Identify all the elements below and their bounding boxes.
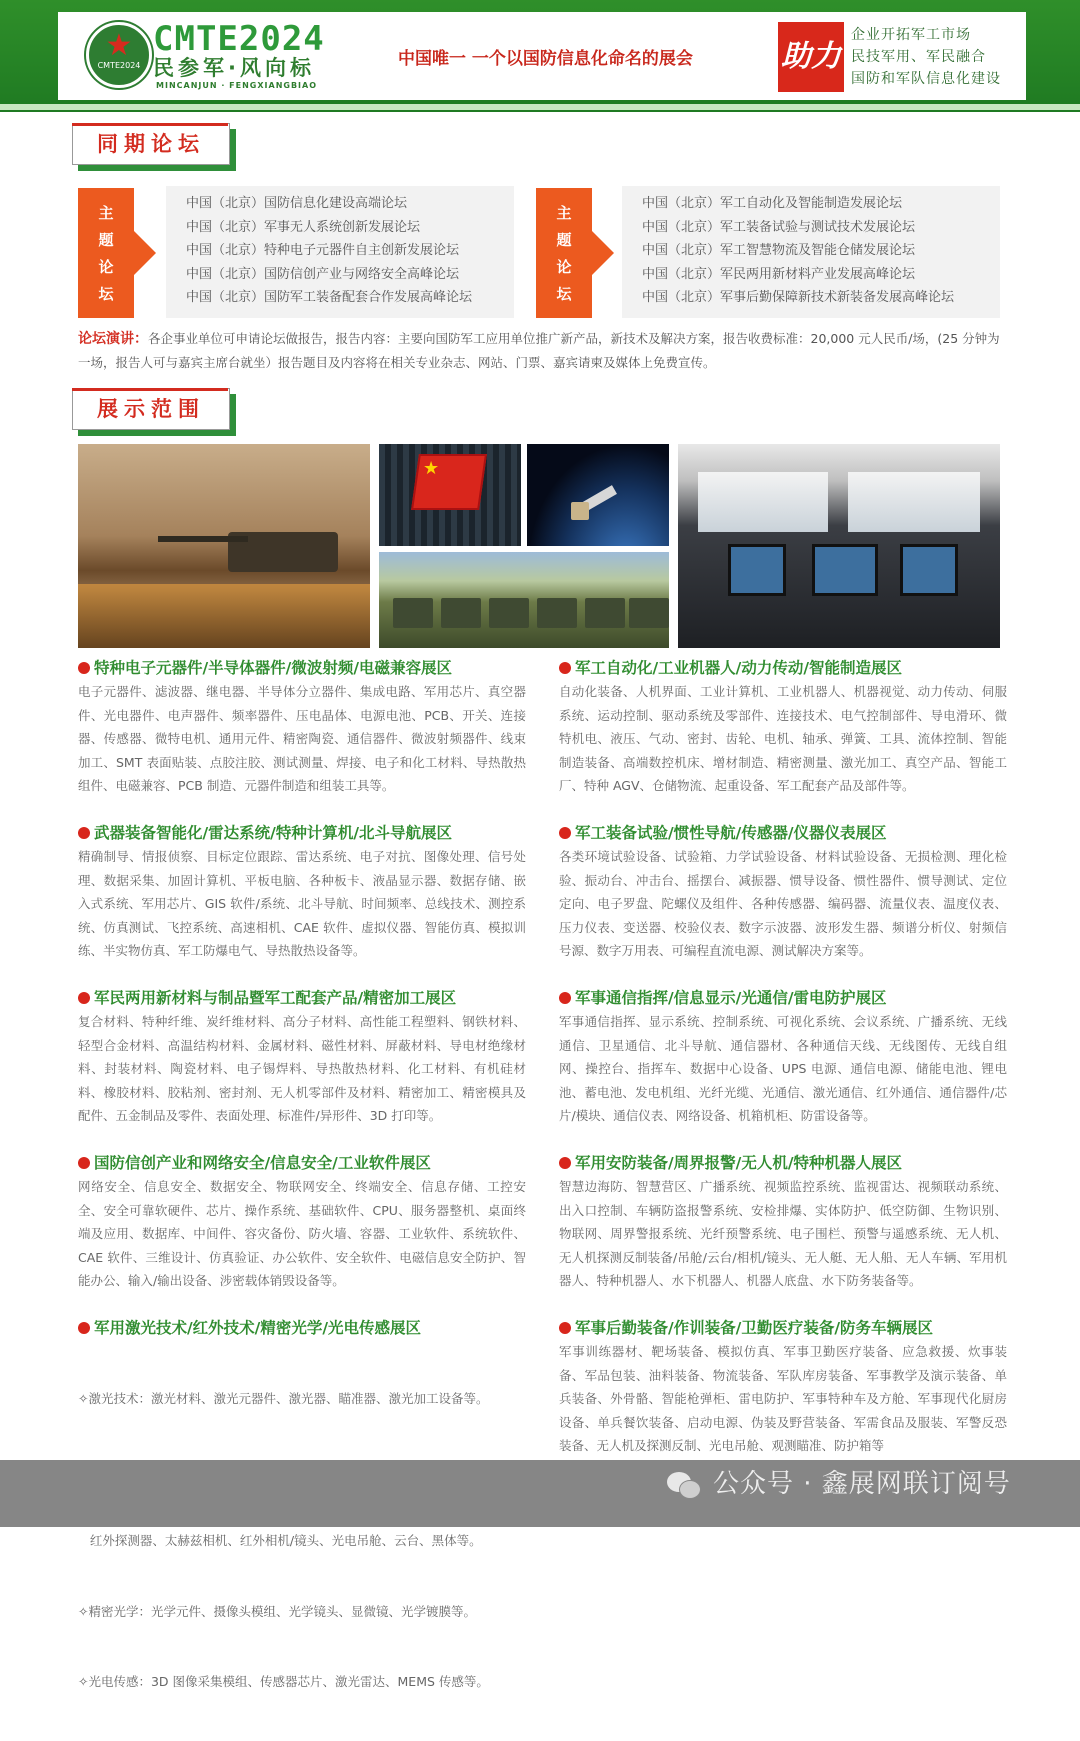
zone-body: 精确制导、情报侦察、目标定位跟踪、雷达系统、电子对抗、图像处理、信号处理、数据采集、加固计算机、平板电脑、各种板卡、液晶显示器、数据存储、嵌入式系统、军用芯片、GIS 软件/系统、北斗导航、时间频率、总线技术、测控系统、仿真测试、飞控系统、高速相机、CAE 软件、虚拟仪器、智能仿真、模拟训练、半实物仿真、军工防爆电气、导热散热设备等。 xyxy=(78,849,526,959)
zone-cybersecurity xyxy=(78,1151,526,1293)
zone-title xyxy=(559,1151,1007,1175)
tagline-line: 国防和军队信息化建设 xyxy=(851,71,1001,87)
tag-char: 题 xyxy=(556,231,572,249)
zone-body: 智慧边海防、智慧营区、广播系统、视频监控系统、监视雷达、视频联动系统、出入口控制、车辆防盗报警系统、安检排爆、实体防护、低空防御、生物识别、物联网、周界警报系统、光纤预警系统、电子围栏、预警与遥感系统、无人机、无人机探测反制装备/吊舱/云台/相机/镜头、无人艇、无人船、无人车辆、军用机器人、特种机器人、水下机器人、机器人底盘、水下防务装备等。 xyxy=(559,1179,1007,1289)
section-title-text: 同期论坛 xyxy=(97,132,205,156)
zone-title-text: 军事后勤装备/作训装备/卫勤医疗装备/防务车辆展区 xyxy=(575,1319,933,1337)
forum-speech-note xyxy=(78,327,1008,374)
zone-title-text: 国防信创产业和网络安全/信息安全/工业软件展区 xyxy=(94,1154,431,1172)
tag-char: 论 xyxy=(556,258,572,276)
zone-title-text: 军工自动化/工业机器人/动力传动/智能制造展区 xyxy=(575,659,902,677)
footer-account-name[interactable]: 公众号 · 鑫展网联订阅号 xyxy=(713,1469,1011,1499)
tag-char: 坛 xyxy=(98,285,114,303)
tag-char: 题 xyxy=(98,231,114,249)
tag-char: 主 xyxy=(556,204,572,222)
bullet-dot-icon xyxy=(559,1322,571,1334)
zone-title xyxy=(78,821,526,845)
star-icon: ★ xyxy=(105,28,133,63)
forum-item: 中国（北京）军事后勤保障新技术新装备发展高峰论坛 xyxy=(642,290,955,305)
arrow-right-icon xyxy=(134,231,156,275)
zone-title xyxy=(559,656,1007,680)
satellite-body-shape xyxy=(571,502,589,520)
zone-title-text: 军用激光技术/红外技术/精密光学/光电传感展区 xyxy=(94,1319,421,1337)
photo-chip xyxy=(379,444,521,546)
truck-shape xyxy=(393,598,433,628)
section-title-text: 展示范围 xyxy=(97,397,205,421)
truck-shape xyxy=(489,598,529,628)
speech-text: 各企事业单位可申请论坛做报告，报告内容：主要向国防军工应用单位推广新产品，新技术及解决方案，报告收费标准：20,000 元人民币/场，(25 分钟为一场，报告人可与嘉宾主席台就坐）报告题目及内容将在相关专业杂志、网站、门票、嘉宾请柬及媒体上免费宣传。 xyxy=(78,331,1000,370)
bullet-dot-icon xyxy=(559,827,571,839)
zone-logistics xyxy=(559,1316,1007,1458)
tag-char: 论 xyxy=(98,258,114,276)
tag-char: 主 xyxy=(98,204,114,222)
photo-cockpit xyxy=(678,444,1000,648)
zone-body: 军事训练器材、靶场装备、模拟仿真、军事卫勤医疗装备、应急救援、炊事装备、军品包装、油料装备、物流装备、军队库房装备、军事教学及演示装备、单兵装备、外骨骼、智能枪弹柜、雷电防护、军事特种车及方舱、军事现代化厨房设备、单兵餐饮装备、启动电源、伪装及野营装备、军需食品及服装、军警反恐装备、无人机及探测反制、光电吊舱、观测瞄准、防护箱等 xyxy=(559,1344,1007,1454)
zone-body: 网络安全、信息安全、数据安全、物联网安全、终端安全、信息存储、工控安全、安全可靠软硬件、芯片、操作系统、基础软件、CPU、服务器整机、桌面终端及应用、数据库、中间件、容灾备份、防火墙、容器、工业软件、系统软件、CAE 软件、三维设计、仿真验证、办公软件、安全软件、电磁信息安全防护、智能办公、输入/输出设备、涉密载体销毁设备等。 xyxy=(78,1179,526,1289)
zone-title xyxy=(559,986,1007,1010)
zone-materials xyxy=(78,986,526,1128)
zone-list-item: ✧光电传感：3D 图像采集模组、传感器芯片、激光雷达、MEMS 传感等。 xyxy=(78,1674,489,1690)
display-shape xyxy=(728,544,786,596)
star-icon: ★ xyxy=(423,458,440,479)
truck-shape xyxy=(441,598,481,628)
brand-title: CMTE2024 xyxy=(153,19,325,59)
zone-communications xyxy=(559,986,1007,1128)
zone-title xyxy=(78,1316,526,1340)
zone-body: 电子元器件、滤波器、继电器、半导体分立器件、集成电路、军用芯片、真空器件、光电器件、电声器件、频率器件、压电晶体、电源电池、PCB、开关、连接器、传感器、微特电机、通用元件、精密陶瓷、通信器件、微波射频器件、线束加工、SMT 表面贴装、点胶注胶、测试测量、焊接、电子和化工材料、导热散热组件、电磁兼容、PCB 制造、元器件制造和组装工具等。 xyxy=(78,684,526,794)
wechat-icon xyxy=(667,1470,701,1500)
photo-satellite xyxy=(527,444,669,546)
forum-tag-right xyxy=(536,188,616,318)
forum-item: 中国（北京）军民两用新材料产业发展高峰论坛 xyxy=(642,266,916,282)
zone-title xyxy=(78,1151,526,1175)
forum-item: 中国（北京）军事无人系统创新发展论坛 xyxy=(186,219,421,235)
arrow-right-icon xyxy=(592,231,614,275)
zone-title-text: 军工装备试验/惯性导航/传感器/仪器仪表展区 xyxy=(575,824,887,842)
header-slogan: 中国唯一 一个以国防信息化命名的展会 xyxy=(398,49,693,69)
tagline-line: 企业开拓军工市场 xyxy=(851,27,971,43)
section-title-forum xyxy=(72,123,230,165)
zone-automation xyxy=(559,656,1007,798)
speech-label: 论坛演讲： xyxy=(78,331,148,347)
truck-shape xyxy=(537,598,577,628)
emblem-label: CMTE2024 xyxy=(97,61,141,70)
bullet-dot-icon xyxy=(559,662,571,674)
display-shape xyxy=(900,544,958,596)
zone-security-drones xyxy=(559,1151,1007,1293)
bullet-dot-icon xyxy=(78,1157,90,1169)
bullet-dot-icon xyxy=(78,992,90,1004)
zone-title xyxy=(559,821,1007,845)
brand-pinyin: MINCANJUN · FENGXIANGBIAO xyxy=(156,81,318,90)
windshield-shape xyxy=(848,472,980,532)
forum-item: 中国（北京）军工智慧物流及智能仓储发展论坛 xyxy=(642,243,916,258)
header-divider xyxy=(0,104,1080,110)
cmte-emblem-logo xyxy=(86,22,152,88)
forum-list-right xyxy=(622,186,1000,318)
bullet-dot-icon xyxy=(78,827,90,839)
header-tagline xyxy=(851,24,1001,90)
zone-title-text: 军事通信指挥/信息显示/光通信/雷电防护展区 xyxy=(575,989,887,1007)
zone-title-text: 武器装备智能化/雷达系统/特种计算机/北斗导航展区 xyxy=(94,824,452,842)
zone-testing xyxy=(559,821,1007,963)
zone-list-item: 红外探测器、太赫兹相机、红外相机/镜头、光电吊舱、云台、黑体等。 xyxy=(78,1532,482,1548)
forum-item: 中国（北京）国防军工装备配套合作发展高峰论坛 xyxy=(186,290,473,305)
bullet-dot-icon xyxy=(78,1322,90,1334)
tag-text xyxy=(78,200,134,308)
zone-title-text: 军民两用新材料与制品暨军工配套产品/精密加工展区 xyxy=(94,989,457,1007)
zone-title xyxy=(78,986,526,1010)
zone-laser-optics xyxy=(78,1316,526,1741)
tag-text xyxy=(536,200,592,308)
bullet-dot-icon xyxy=(559,992,571,1004)
zone-title xyxy=(78,656,526,680)
zone-body: 军事通信指挥、显示系统、控制系统、可视化系统、会议系统、广播系统、无线通信、卫星通信、北斗导航、通信器材、各种通信天线、无线图传、无线自组网、操控台、指挥车、数据中心设备、UPS 电源、通信电源、储能电池、锂电池、蓄电池、发电机组、光纤光缆、光通信、激光通信、红外通信、通信器件/芯片/模块、通信仪表、网络设备、机箱机柜、防雷设备等。 xyxy=(559,1014,1007,1124)
tagline-line: 民技军用、军民融合 xyxy=(851,49,986,65)
zone-title xyxy=(559,1316,1007,1340)
forum-tag-left xyxy=(78,188,158,318)
tag-char: 坛 xyxy=(556,285,572,303)
section-title-exhibit xyxy=(72,388,230,430)
zhuli-badge: 助力 xyxy=(778,22,844,92)
forum-item: 中国（北京）特种电子元器件自主创新发展论坛 xyxy=(186,243,460,258)
brand-subtitle: 民参军·风向标 xyxy=(153,56,315,80)
display-shape xyxy=(812,544,878,596)
photo-convoy xyxy=(379,552,669,648)
zone-title-text: 特种电子元器件/半导体器件/微波射频/电磁兼容展区 xyxy=(94,659,452,677)
windshield-shape xyxy=(698,472,828,532)
bullet-dot-icon xyxy=(559,1157,571,1169)
zone-list-item: ✧精密光学：光学元件、摄像头模组、光学镜头、显微镜、光学镀膜等。 xyxy=(78,1603,476,1619)
zone-body: 各类环境试验设备、试验箱、力学试验设备、材料试验设备、无损检测、理化检验、振动台、冲击台、摇摆台、减振器、惯导设备、惯性器件、惯导测试、定位定向、电子罗盘、陀螺仪及组件、各种传感器、编码器、流量仪表、温度仪表、压力仪表、变送器、校验仪表、数字示波器、波形发生器、频谱分析仪、射频信号源、数字万用表、可编程直流电源、测试解决方案等。 xyxy=(559,849,1007,959)
zone-body: 复合材料、特种纤维、炭纤维材料、高分子材料、高性能工程塑料、钢铁材料、轻型合金材料、高温结构材料、金属材料、磁性材料、屏蔽材料、导电材绝缘材料、封装材料、陶瓷材料、电子锡焊料、导热散热材料、化工材料、有机硅材料、橡胶材料、胶粘剂、密封剂、无人机零部件及材料、精密加工、精密模具及配件、五金制品及零件、表面处理、标准件/异形件、3D 打印等。 xyxy=(78,1014,526,1124)
zone-weapons xyxy=(78,821,526,963)
tank-gun-shape xyxy=(158,536,248,542)
water-shape xyxy=(78,584,370,648)
photo-tank xyxy=(78,444,370,648)
truck-shape xyxy=(585,598,625,628)
zone-title-text: 军用安防装备/周界报警/无人机/特种机器人展区 xyxy=(575,1154,902,1172)
bullet-dot-icon xyxy=(78,662,90,674)
zone-list-item: ✧激光技术：激光材料、激光元器件、激光器、瞄准器、激光加工设备等。 xyxy=(78,1391,489,1407)
bubble-shape xyxy=(679,1480,701,1499)
zone-electronics xyxy=(78,656,526,798)
forum-item: 中国（北京）军工自动化及智能制造发展论坛 xyxy=(642,196,903,211)
zone-body-list xyxy=(78,1340,526,1741)
forum-item: 中国（北京）国防信创产业与网络安全高峰论坛 xyxy=(186,266,460,282)
forum-item: 中国（北京）军工装备试验与测试技术发展论坛 xyxy=(642,219,916,235)
forum-item: 中国（北京）国防信息化建设高端论坛 xyxy=(186,196,408,211)
truck-shape xyxy=(629,598,669,628)
forum-list-left xyxy=(166,186,514,318)
zone-body: 自动化装备、人机界面、工业计算机、工业机器人、机器视觉、动力传动、伺服系统、运动控制、驱动系统及零部件、连接技术、电气控制部件、导电滑环、微特机电、液压、气动、密封、齿轮、电机、轴承、弹簧、工具、流体控制、智能制造装备、高端数控机床、增材制造、精密测量、激光加工、真空产品、智能工厂、特种 AGV、仓储物流、起重设备、军工配套产品及部件等。 xyxy=(559,684,1007,794)
